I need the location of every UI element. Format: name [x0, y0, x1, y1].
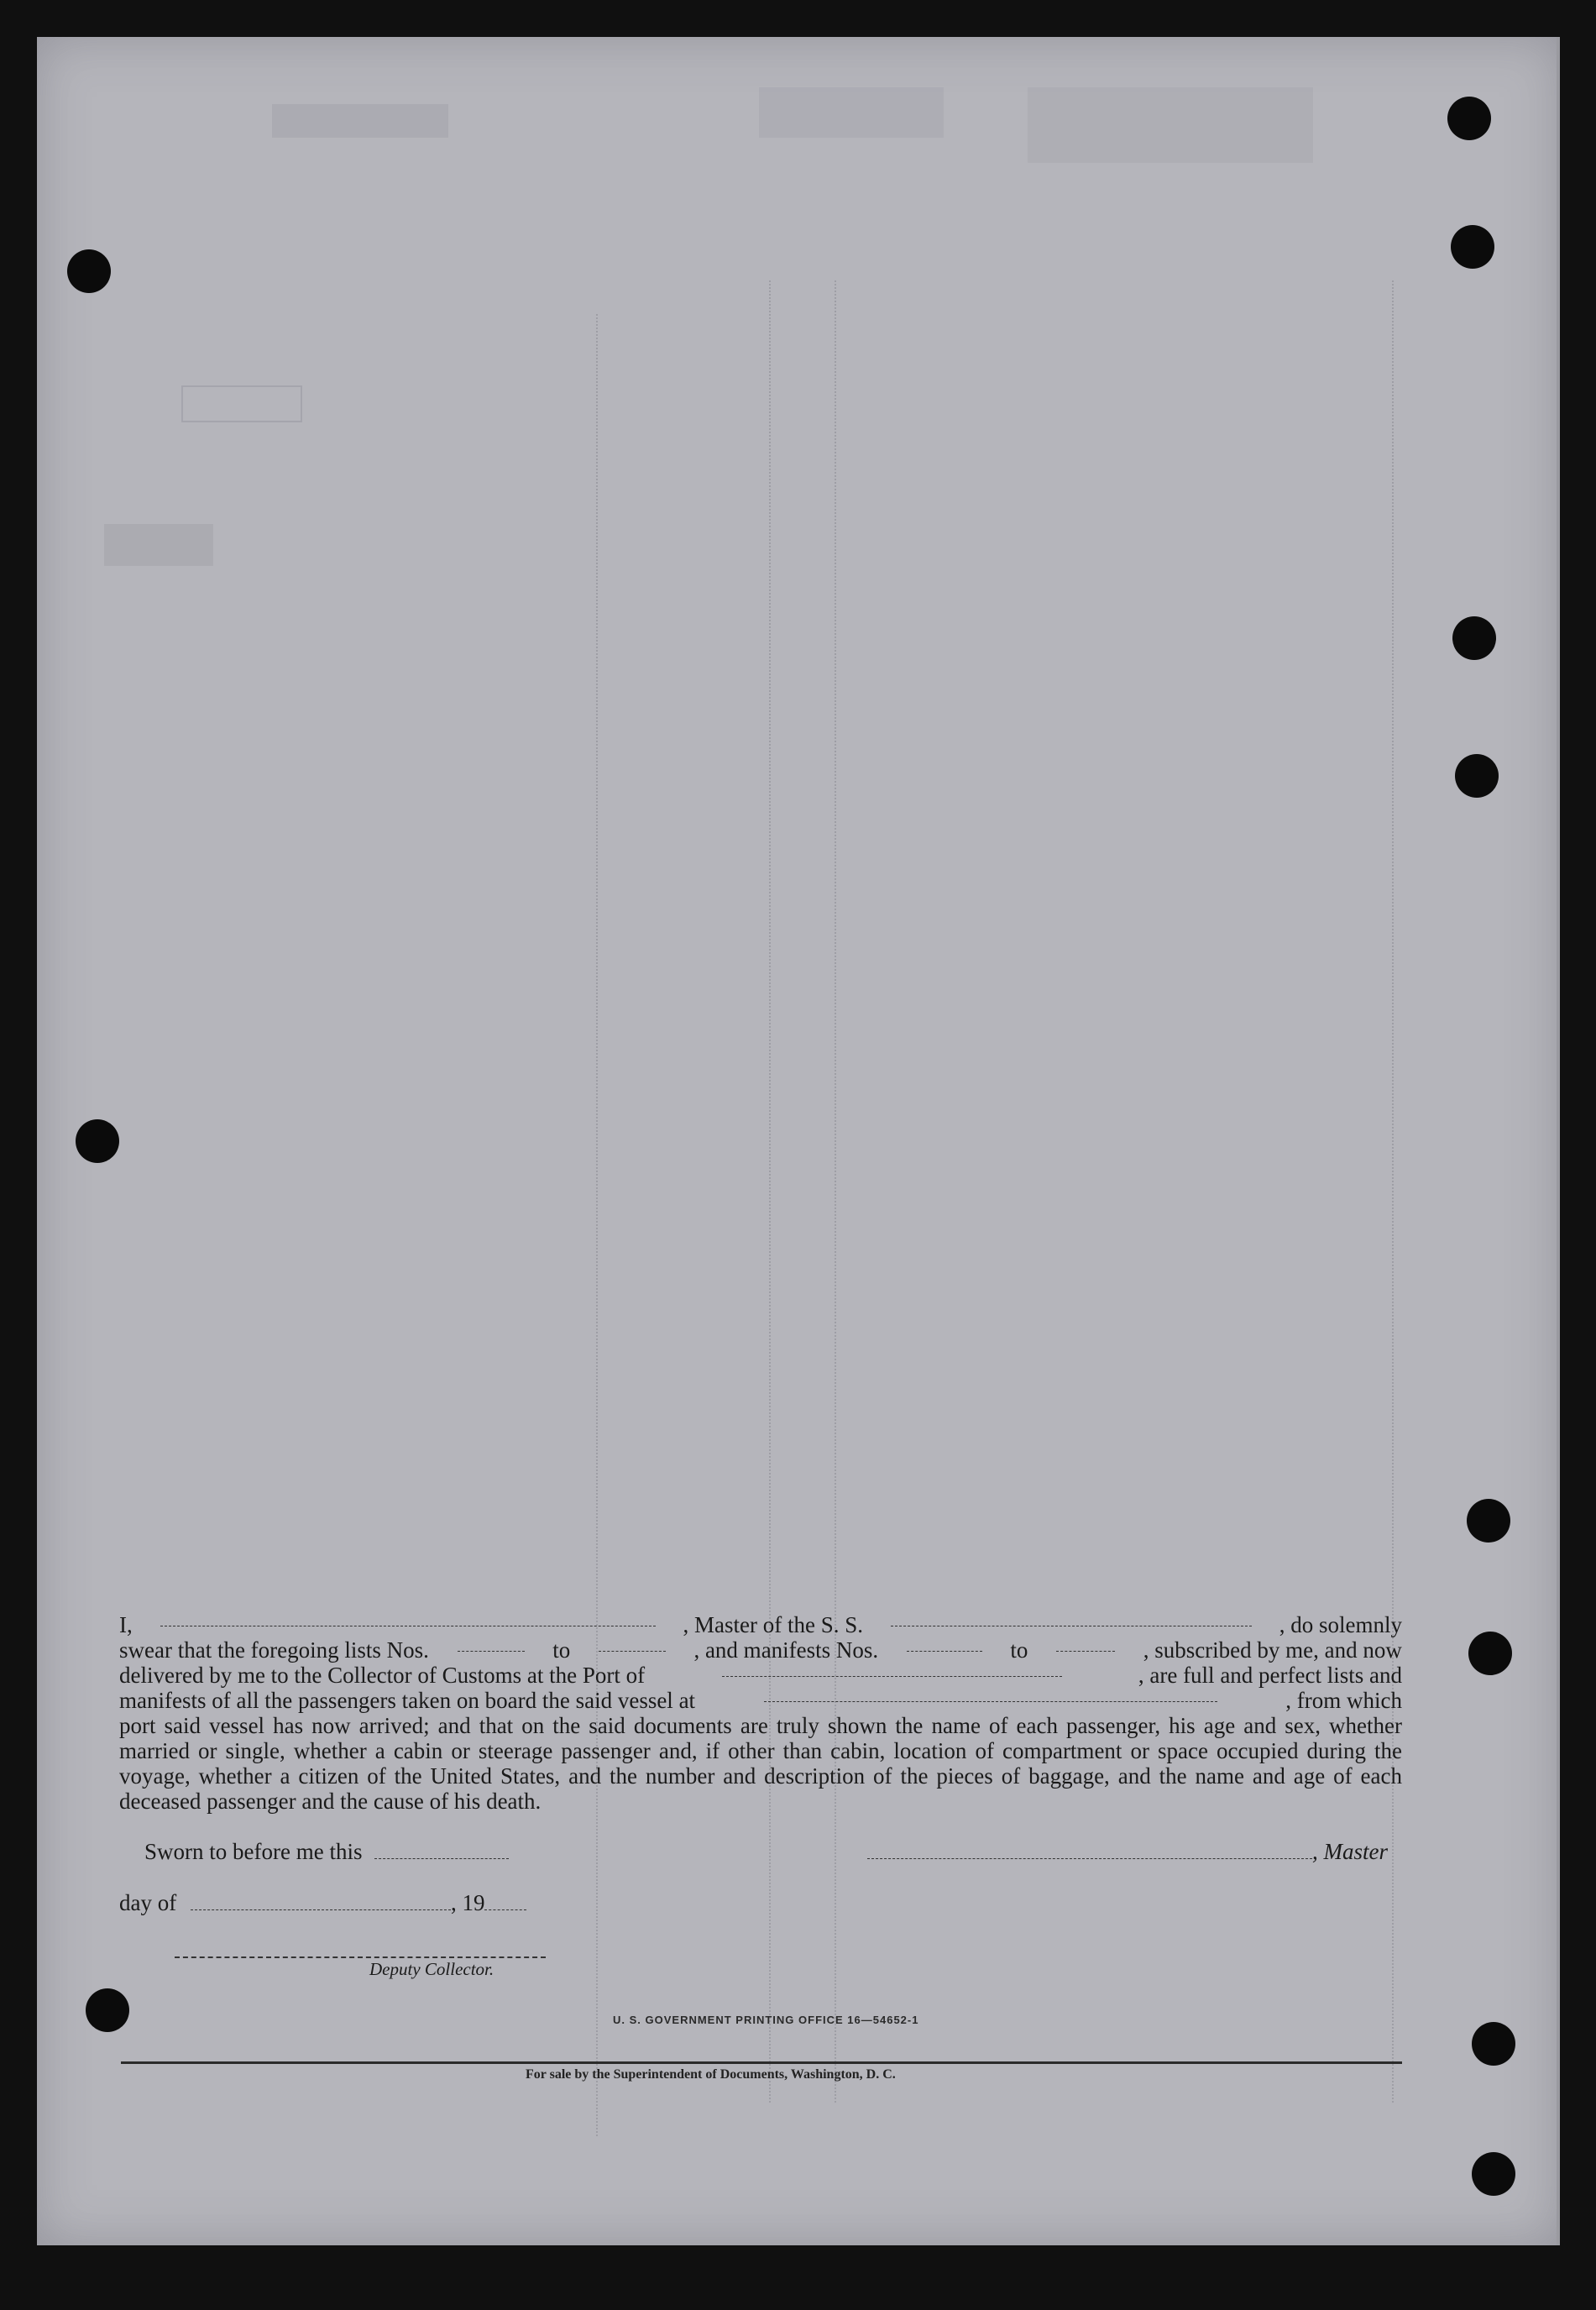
oath-line-4: [119, 1688, 1402, 1713]
oath-body: port said vessel has now arrived; and that on the said documents are truly shown the name of each passenger, his age and sex, whether married or single, whether a cabin or steerage passenger and, if other than cabin, location of compartment or space occupied during the voyage, whether a citizen of the United States, and the number and description of the pieces of baggage, and the name and age of each deceased passenger and the cause of his death.: [119, 1713, 1402, 1814]
punch-hole: [76, 1119, 119, 1163]
master-label: , Master: [1312, 1839, 1388, 1864]
punch-hole: [67, 249, 111, 293]
punch-hole: [1468, 1632, 1512, 1675]
master-signature-row: [867, 1839, 1388, 1865]
punch-hole: [86, 1988, 129, 2032]
sheet-edge: [1557, 37, 1560, 2245]
master-of-ss-label: , Master of the S. S.: [683, 1612, 863, 1637]
from-which-label: , from which: [1285, 1688, 1402, 1713]
lists-to-field[interactable]: [599, 1637, 666, 1652]
oath-opening: I,: [119, 1612, 133, 1637]
lists-nos-label: swear that the foregoing lists Nos.: [119, 1637, 429, 1663]
full-perfect-label: , are full and perfect lists and: [1138, 1663, 1402, 1688]
master-oath: [119, 1612, 1402, 1814]
deputy-collector-signature-field[interactable]: [175, 1956, 546, 1958]
punch-hole: [1451, 225, 1494, 269]
sworn-date-field[interactable]: [374, 1845, 509, 1859]
printing-office-imprint: U. S. GOVERNMENT PRINTING OFFICE 16—54652-1: [613, 2014, 919, 2026]
bleed-through-header-center: [759, 87, 944, 138]
port-field[interactable]: [722, 1663, 1062, 1677]
for-sale-imprint: For sale by the Superintendent of Documents, Washington, D. C.: [526, 2067, 896, 2082]
column-guide-line: [1392, 280, 1394, 2103]
manifests-to-field[interactable]: [1056, 1637, 1115, 1652]
bottom-rule: [121, 2061, 1402, 2064]
vessel-at-label: manifests of all the passengers taken on board the said vessel at: [119, 1688, 696, 1713]
sworn-label: Sworn to before me this: [144, 1839, 363, 1864]
ship-name-field[interactable]: [891, 1612, 1252, 1626]
do-solemnly-label: , do solemnly: [1279, 1612, 1402, 1637]
column-guide-line: [835, 280, 836, 2103]
year-prefix-label: , 19: [450, 1890, 485, 1915]
departure-port-field[interactable]: [764, 1688, 1217, 1702]
to-label: to: [552, 1637, 571, 1663]
day-of-month-field[interactable]: [191, 1896, 451, 1910]
column-guide-line: [596, 314, 598, 2136]
bleed-through-mark: [104, 524, 213, 566]
punch-hole: [1455, 754, 1499, 798]
bleed-through-header-right: [1028, 87, 1313, 163]
subscribed-label: , subscribed by me, and now: [1143, 1637, 1402, 1663]
day-of-label: day of: [119, 1890, 177, 1915]
deputy-collector-label: Deputy Collector.: [369, 1959, 494, 1979]
oath-line-3: [119, 1663, 1402, 1688]
manifests-nos-label: , and manifests Nos.: [693, 1637, 879, 1663]
punch-hole: [1472, 2152, 1515, 2196]
bleed-through-header-left: [272, 104, 448, 138]
port-label: delivered by me to the Collector of Customs at the Port of: [119, 1663, 646, 1688]
master-signature-field[interactable]: [867, 1845, 1312, 1859]
punch-hole: [1447, 97, 1491, 140]
bleed-through-stamp: [181, 385, 302, 422]
punch-hole: [1452, 616, 1496, 660]
oath-line-2: [119, 1637, 1402, 1663]
master-name-field[interactable]: [160, 1612, 656, 1626]
to-label: to: [1010, 1637, 1028, 1663]
year-field[interactable]: [484, 1896, 526, 1910]
oath-line-1: [119, 1612, 1402, 1637]
lists-from-field[interactable]: [458, 1637, 525, 1652]
punch-hole: [1467, 1499, 1510, 1543]
manifests-from-field[interactable]: [907, 1637, 982, 1652]
sworn-row: [144, 1839, 509, 1865]
column-guide-line: [769, 280, 771, 2103]
punch-hole: [1472, 2022, 1515, 2066]
day-of-row: [119, 1890, 526, 1916]
